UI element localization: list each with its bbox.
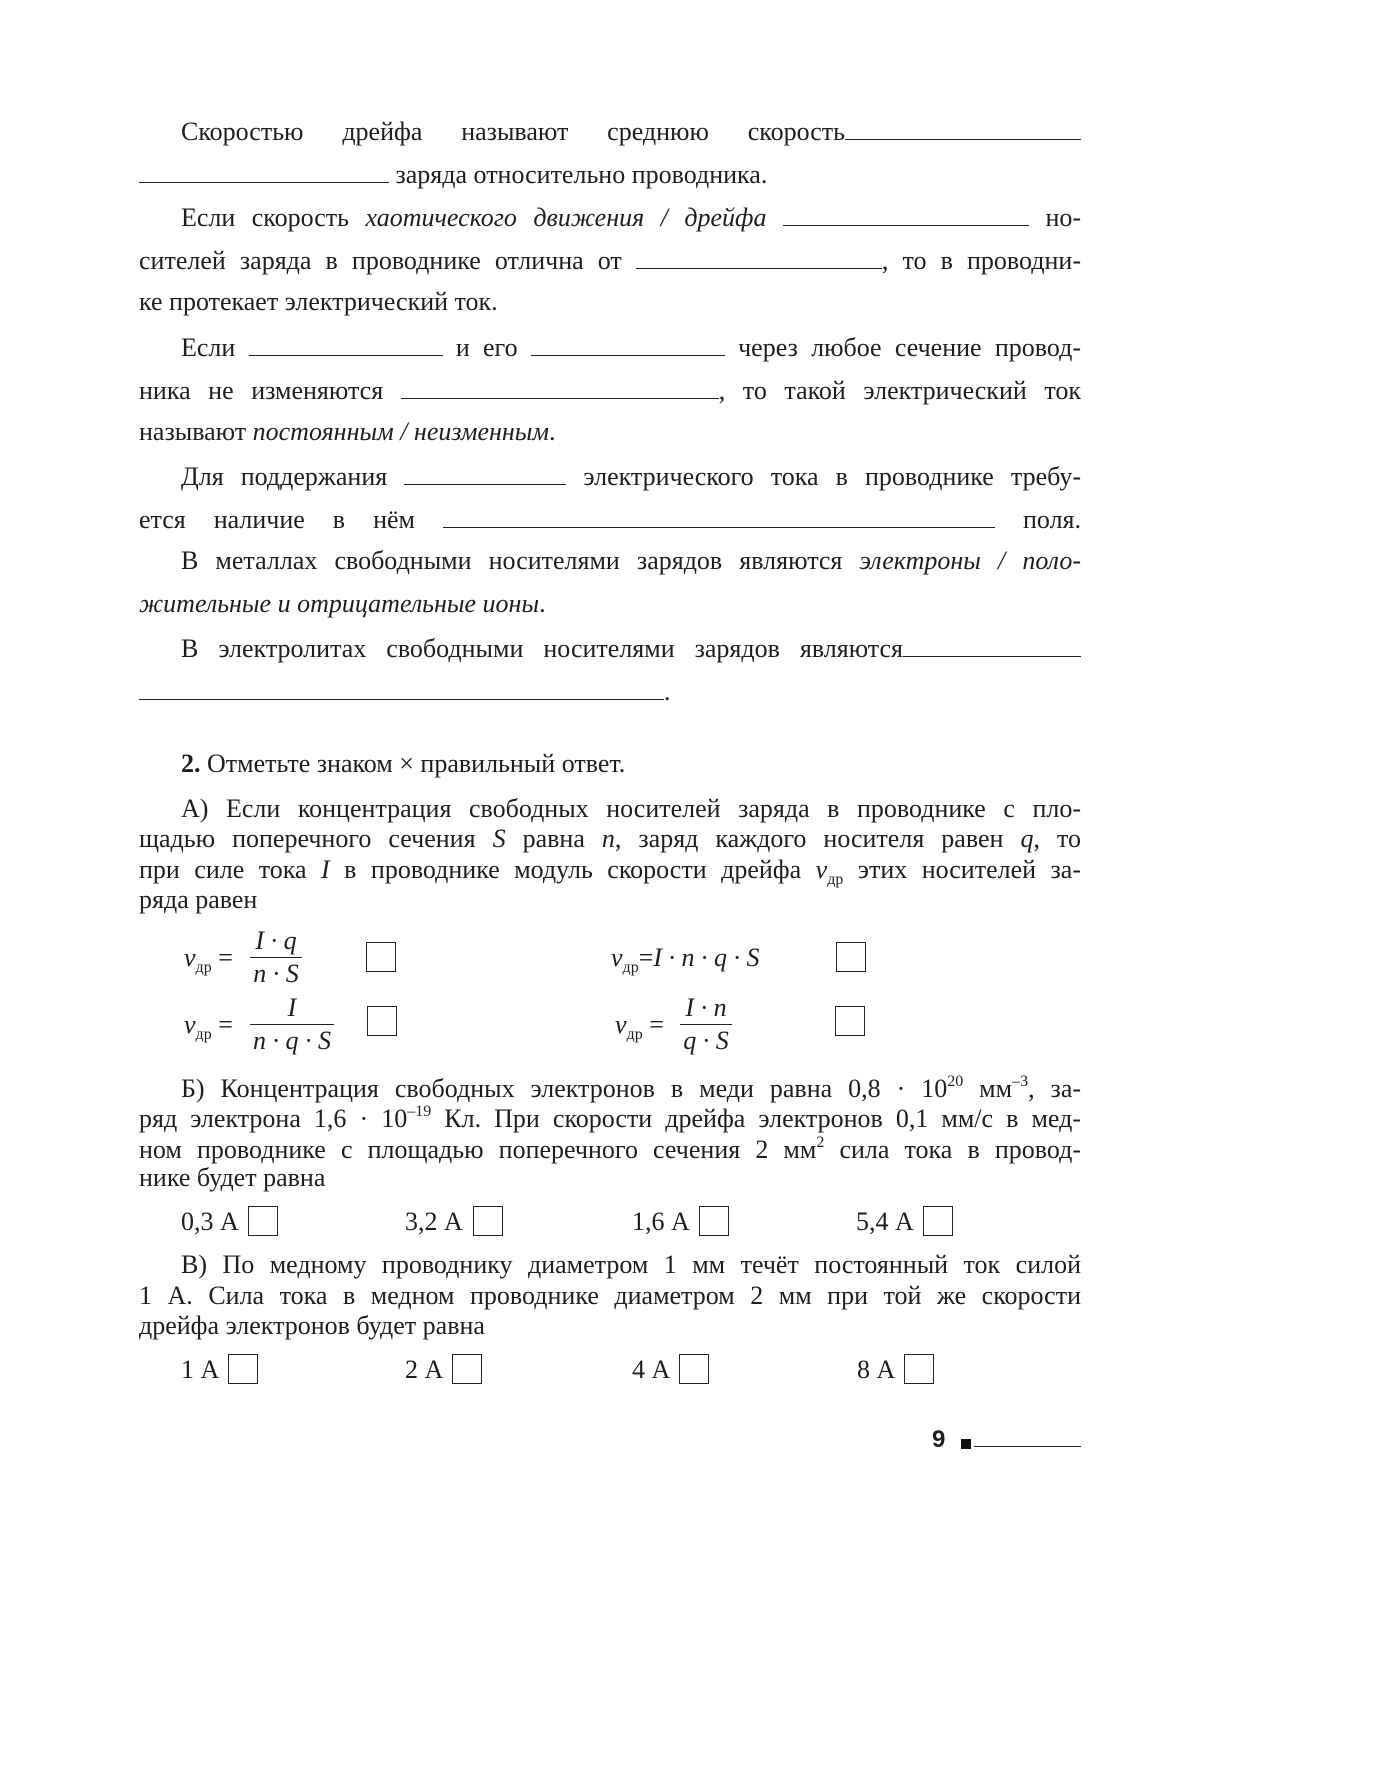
formula2-eq: = <box>638 943 654 972</box>
partB-l1-exp: 20 <box>947 1073 964 1090</box>
s1-p2-line1 <box>181 203 1081 231</box>
var-v-sub: др <box>827 871 844 888</box>
partC-option-4-label: 8 А <box>857 1355 896 1384</box>
s1-p5-line2 <box>139 591 546 617</box>
partA-l1: А) Если концентрация свободных носителей заряда в проводнике с пло- <box>181 794 1081 823</box>
partA-l3a: при силе тока <box>139 855 322 884</box>
partB-l2b: Кл. При скорости дрейфа электронов 0,1 мм/с в мед- <box>431 1104 1081 1133</box>
checkbox-formula1[interactable] <box>366 942 396 972</box>
task2-heading <box>181 751 625 777</box>
choice-ions-part1[interactable]: поло- <box>1022 546 1081 575</box>
formula1-lhs <box>184 945 233 976</box>
formula1-v: v <box>184 943 196 972</box>
formula4-lhs <box>615 1012 664 1043</box>
s1-p2-l1a: Если скорость <box>181 203 366 232</box>
s1-p4-l1b: электрического тока в проводнике требу- <box>583 462 1082 491</box>
formula3-lhs <box>184 1012 233 1043</box>
choice-electrons[interactable]: электроны <box>859 546 981 575</box>
partC-option-4-checkbox[interactable] <box>904 1354 934 1384</box>
s1-p4-l2b: поля. <box>1023 505 1082 534</box>
s1-p4-l1a: Для поддержания <box>181 462 388 491</box>
s1-p6-line1 <box>181 634 1081 662</box>
partC-option-2-label: 2 А <box>405 1355 444 1384</box>
partA-line4 <box>139 887 257 913</box>
partB-line4 <box>139 1165 325 1191</box>
partA-l3c: этих носителей за- <box>843 855 1081 884</box>
partC-line1 <box>181 1252 1081 1278</box>
partB-option-1-label: 0,3 А <box>181 1207 239 1236</box>
partB-l1c: , за- <box>1028 1074 1082 1103</box>
partA-l4: ряда равен <box>139 885 258 914</box>
s1-p3-l2b: , то такой электрический ток <box>718 376 1081 405</box>
choice-drift[interactable]: дрейфа <box>684 203 767 232</box>
partA-line3 <box>139 857 1081 888</box>
s1-p2-line3 <box>139 289 498 315</box>
partC-line2 <box>139 1283 1081 1309</box>
s1-p6-line2 <box>139 677 671 705</box>
s1-p1-line2 <box>139 160 767 188</box>
s1-p4-line1 <box>181 462 1081 490</box>
formula2-sub: др <box>622 959 639 976</box>
partB-l3b: сила тока в провод- <box>824 1135 1081 1164</box>
formula4-numerator: I · n <box>685 993 727 1022</box>
s1-p5-l1a: В металлах свободными носителями зарядов являются <box>181 546 860 575</box>
s1-p4-l2a: ется наличие в нём <box>139 505 415 534</box>
page-number: 9 <box>932 1426 946 1453</box>
var-S: S <box>492 824 506 853</box>
s1-p3-l1c: через любое сечение провод- <box>738 333 1082 362</box>
formula4-v: v <box>615 1010 627 1039</box>
blank-its[interactable] <box>531 333 725 356</box>
partC-option-3-checkbox[interactable] <box>679 1354 709 1384</box>
blank-field-type[interactable] <box>443 505 995 528</box>
formula3-v: v <box>184 1010 196 1039</box>
blank-maintain[interactable] <box>404 462 566 485</box>
partA-line1 <box>181 796 1081 822</box>
formula1-numerator: I · q <box>255 926 297 955</box>
footer-rule <box>974 1446 1081 1447</box>
s1-p6-l1: В электролитах свободными носителями зарядов являются <box>181 634 903 663</box>
task2-number: 2. <box>181 749 201 778</box>
s1-p2-l1end: но- <box>1045 203 1082 232</box>
partB-l4: нике будет равна <box>139 1163 326 1192</box>
s1-p2-l3: ке протекает электрический ток. <box>139 287 498 316</box>
choice-separator: / <box>393 417 414 446</box>
var-n: n <box>601 824 615 853</box>
formula4-eq: = <box>649 1010 664 1039</box>
choice-constant[interactable]: постоянным <box>252 417 394 446</box>
formula2 <box>611 945 760 976</box>
var-I: I <box>321 855 330 884</box>
s1-p2-l2b: , то в проводни- <box>881 246 1081 275</box>
s1-p3-l1b: и его <box>455 333 518 362</box>
partA-l2a: щадью поперечного сечения <box>139 824 493 853</box>
partB-option-2-checkbox[interactable] <box>473 1206 503 1236</box>
partB-line2 <box>139 1104 1081 1132</box>
s1-p5-l2end: . <box>539 589 546 618</box>
partB-l2-exp: –19 <box>407 1103 432 1120</box>
partB-l2a: ряд электрона 1,6 · 10 <box>139 1104 408 1133</box>
blank-electrolytes-1[interactable] <box>903 634 1081 657</box>
partB-option-3-checkbox[interactable] <box>699 1206 729 1236</box>
partB-line3 <box>139 1135 1081 1163</box>
partB-l1-exp2: –3 <box>1012 1073 1029 1090</box>
var-v: v <box>815 855 828 884</box>
partB-l1b: мм <box>963 1074 1013 1103</box>
formula3-denominator: n · q · S <box>253 1026 331 1055</box>
fraction-bar <box>250 1024 334 1025</box>
choice-unchanged[interactable]: неизменным <box>413 417 549 446</box>
checkbox-formula3[interactable] <box>367 1006 397 1036</box>
checkbox-formula4[interactable] <box>835 1006 865 1036</box>
checkbox-formula2[interactable] <box>836 942 866 972</box>
s1-p3-l3a: называют <box>139 417 253 446</box>
s1-p2-l2a: сителей заряда в проводнике отлична от <box>139 246 622 275</box>
s1-p6-l2end: . <box>664 677 671 706</box>
partA-l3b: в проводнике модуль скорости дрейфа <box>329 855 816 884</box>
partA-l2d: , то <box>1033 824 1081 853</box>
partB-option-1-checkbox[interactable] <box>248 1206 278 1236</box>
partC-l3: дрейфа электронов будет равна <box>139 1311 485 1340</box>
formula3-fraction <box>250 995 334 1054</box>
blank-differs-from[interactable] <box>636 246 882 269</box>
formula3-sub: др <box>195 1026 212 1043</box>
formula4-fraction <box>680 995 732 1054</box>
formula1-eq: = <box>218 943 233 972</box>
s1-p3-line2 <box>139 376 1081 404</box>
choice-chaotic-motion[interactable]: хаотического движения <box>365 203 645 232</box>
page-number-square-icon <box>961 1439 971 1449</box>
blank-do-not-change[interactable] <box>401 376 719 399</box>
formula1-sub: др <box>195 959 212 976</box>
formula1-fraction <box>250 928 302 987</box>
s1-p1-line2-text: заряда относительно проводника. <box>395 160 768 189</box>
choice-separator: / <box>644 203 685 232</box>
partB-l1a: Б) Концентрация свободных электронов в меди равна 0,8 · 10 <box>181 1074 948 1103</box>
task2-instruction: Отметьте знаком × правильный ответ. <box>207 749 626 778</box>
fraction-bar <box>250 957 302 958</box>
partC-option-1-checkbox[interactable] <box>228 1354 258 1384</box>
partB-l3-exp: 2 <box>816 1134 825 1151</box>
partB-l3a: ном проводнике с площадью поперечного сечения 2 мм <box>139 1135 817 1164</box>
partC-l1: В) По медному проводнику диаметром 1 мм течёт постоянный ток силой <box>181 1250 1081 1279</box>
blank-drift-speed-2[interactable] <box>139 160 389 183</box>
formula1-denominator: n · S <box>253 959 299 988</box>
s1-p3-line3 <box>139 419 556 445</box>
blank-electrolytes-2[interactable] <box>139 677 664 700</box>
blank-carriers-1[interactable] <box>783 203 1029 226</box>
s1-p3-l3end: . <box>549 417 556 446</box>
s1-p3-l2a: ника не изменяются <box>139 376 384 405</box>
blank-drift-speed-1[interactable] <box>845 117 1081 140</box>
partB-option-4-checkbox[interactable] <box>923 1206 953 1236</box>
fraction-bar <box>680 1024 732 1025</box>
s1-p3-line1 <box>181 333 1081 361</box>
partB-option-3-label: 1,6 А <box>632 1207 690 1236</box>
formula4-denominator: q · S <box>683 1026 729 1055</box>
partA-l2b: равна <box>505 824 602 853</box>
formula3-eq: = <box>218 1010 233 1039</box>
s1-p1-line1-text: Скоростью дрейфа называют среднюю скорость <box>181 117 845 146</box>
partC-option-1-label: 1 А <box>181 1355 220 1384</box>
partC-line3 <box>139 1313 485 1339</box>
partA-line2 <box>139 826 1081 852</box>
partA-l2c: , заряд каждого носителя равен <box>614 824 1021 853</box>
partB-line1 <box>181 1074 1081 1102</box>
formula3-numerator: I <box>287 993 297 1022</box>
choice-separator: / <box>980 546 1023 575</box>
partC-option-2-checkbox[interactable] <box>452 1354 482 1384</box>
var-q: q <box>1020 824 1034 853</box>
s1-p5-line1 <box>181 548 1081 574</box>
partC-option-3-label: 4 А <box>632 1355 671 1384</box>
choice-ions-part2[interactable]: жительные и отрицательные ионы <box>139 589 540 618</box>
formula4-sub: др <box>626 1026 643 1043</box>
formula2-rhs: I · n · q · S <box>653 943 760 972</box>
partC-l2: 1 А. Сила тока в медном проводнике диаметром 2 мм при той же скорости <box>139 1281 1081 1310</box>
s1-p3-l1a: Если <box>181 333 236 362</box>
blank-if-1[interactable] <box>249 333 443 356</box>
s1-p1-line1 <box>181 117 1081 145</box>
s1-p2-line2 <box>139 246 1081 274</box>
partB-option-4-label: 5,4 А <box>856 1207 914 1236</box>
partB-option-2-label: 3,2 А <box>405 1207 463 1236</box>
formula2-v: v <box>611 943 623 972</box>
s1-p4-line2 <box>139 505 1081 533</box>
